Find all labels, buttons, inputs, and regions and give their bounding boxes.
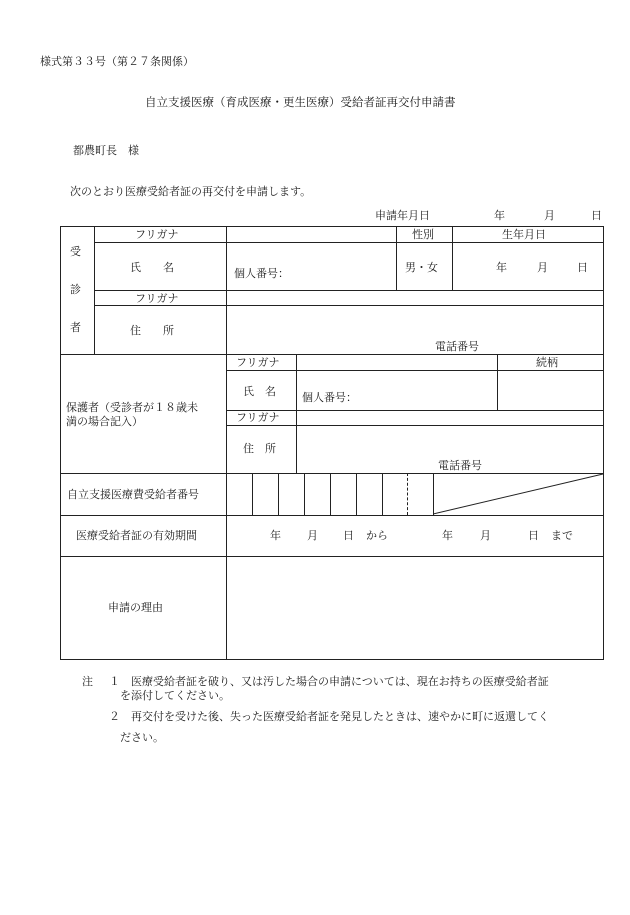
note-1-number: １ (109, 675, 120, 688)
patient-section-char-2: 診 (70, 283, 81, 296)
patient-personal-number-label: 個人番号： (234, 267, 289, 280)
birth-year-unit: 年 (496, 261, 507, 274)
validity-until: まで (551, 529, 573, 542)
validity-to-day: 日 (528, 529, 539, 542)
relation-header: 続柄 (536, 356, 558, 369)
form-number: 様式第３３号（第２７条関係） (40, 55, 194, 68)
note-2-line2: ださい。 (120, 731, 164, 744)
guardian-phone-label: 電話番号 (438, 459, 482, 472)
patient-furigana2-label: フリガナ (135, 292, 179, 305)
guardian-address-label: 住 所 (243, 442, 276, 455)
patient-address-label: 住 所 (130, 324, 174, 337)
patient-furigana-label: フリガナ (135, 228, 179, 241)
application-year-unit: 年 (494, 209, 505, 222)
birth-day-unit: 日 (577, 261, 588, 274)
gender-options: 男・女 (405, 261, 438, 274)
addressee: 都農町長 様 (73, 144, 139, 157)
form-title: 自立支援医療（育成医療・更生医療）受給者証再交付申請書 (145, 95, 456, 109)
validity-from-day: 日 (343, 529, 354, 542)
patient-section-char-1: 受 (70, 245, 81, 258)
diagonal-strike (433, 473, 604, 515)
validity-from-month: 月 (307, 529, 318, 542)
application-date-label: 申請年月日 (375, 209, 430, 222)
birthdate-header: 生年月日 (502, 228, 546, 241)
validity-to-year: 年 (442, 529, 453, 542)
note-2-number: ２ (109, 710, 120, 723)
application-day-unit: 日 (591, 209, 602, 222)
validity-to-month: 月 (480, 529, 491, 542)
note-2-line1: 再交付を受けた後、失った医療受給者証を発見したときは、速やかに町に返還してく (131, 710, 549, 723)
patient-phone-label: 電話番号 (435, 340, 479, 353)
reason-label: 申請の理由 (108, 601, 163, 614)
note-1-line2: を添付してください。 (120, 689, 230, 702)
guardian-label-line1: 保護者（受診者が１８歳未 (66, 401, 198, 414)
guardian-personal-number-label: 個人番号： (302, 391, 357, 404)
note-1-line1: 医療受給者証を破り、又は汚した場合の申請については、現在お持ちの医療受給者証 (131, 675, 549, 688)
recipient-number-label: 自立支援医療費受給者番号 (67, 488, 199, 501)
validity-label: 医療受給者証の有効期間 (76, 529, 197, 542)
validity-from-year: 年 (270, 529, 281, 542)
patient-section-char-3: 者 (70, 321, 81, 334)
validity-from: から (366, 529, 388, 542)
guardian-label-line2: 満の場合記入） (66, 415, 143, 428)
intro-text: 次のとおり医療受給者証の再交付を申請します。 (70, 185, 312, 198)
birth-month-unit: 月 (537, 261, 548, 274)
guardian-furigana2-label: フリガナ (236, 411, 280, 424)
guardian-name-label: 氏 名 (243, 385, 276, 398)
notes-prefix: 注 (82, 675, 93, 688)
guardian-furigana-label: フリガナ (236, 356, 280, 369)
gender-header: 性別 (412, 228, 434, 241)
patient-name-label: 氏 名 (130, 261, 174, 274)
application-month-unit: 月 (544, 209, 555, 222)
